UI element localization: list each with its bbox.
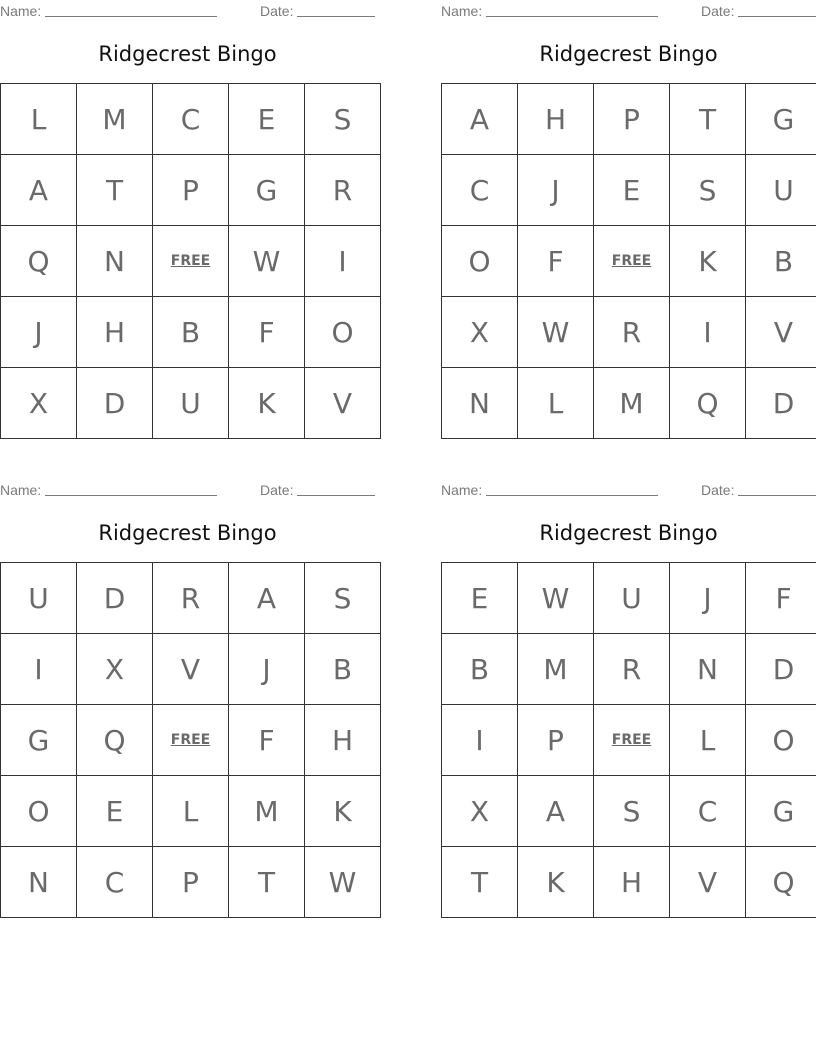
grid-cell: N (670, 634, 746, 705)
grid-cell: D (77, 368, 153, 439)
grid-cell: O (305, 297, 381, 368)
grid-row (1, 563, 381, 634)
grid-cell: C (77, 847, 153, 918)
grid-cell: E (77, 776, 153, 847)
grid-cell: P (153, 155, 229, 226)
grid-cell: J (670, 563, 746, 634)
grid-cell: G (746, 776, 816, 847)
grid-cell: Q (77, 705, 153, 776)
grid-row (1, 297, 381, 368)
grid-cell: L (670, 705, 746, 776)
grid-cell: H (518, 84, 594, 155)
bingo-card-3 (0, 479, 375, 911)
grid-cell: X (442, 776, 518, 847)
grid-cell: F (229, 705, 305, 776)
grid-row (1, 847, 381, 918)
grid-cell: U (153, 368, 229, 439)
grid-cell: W (305, 847, 381, 918)
grid-cell: H (305, 705, 381, 776)
grid-cell: V (153, 634, 229, 705)
grid-cell: Q (746, 847, 816, 918)
grid-cell: E (442, 563, 518, 634)
date-blank-line (738, 495, 816, 496)
grid-cell: R (305, 155, 381, 226)
grid-cell: J (1, 297, 77, 368)
grid-cell: G (746, 84, 816, 155)
card-title: Ridgecrest Bingo (539, 42, 718, 66)
grid-cell: A (229, 563, 305, 634)
name-label: Name: (0, 3, 42, 19)
grid-row (442, 563, 816, 634)
grid-row (1, 705, 381, 776)
card-title: Ridgecrest Bingo (98, 42, 277, 66)
name-blank-line (45, 16, 217, 17)
grid-cell: S (670, 155, 746, 226)
grid-cell: N (77, 226, 153, 297)
bingo-grid (0, 83, 381, 439)
bingo-grid (0, 562, 381, 918)
grid-row (442, 776, 816, 847)
grid-cell: K (518, 847, 594, 918)
free-space-cell: FREE (153, 705, 229, 776)
grid-cell: O (442, 226, 518, 297)
grid-cell: G (229, 155, 305, 226)
grid-row (1, 155, 381, 226)
grid-cell: B (305, 634, 381, 705)
card-header (441, 0, 816, 20)
bingo-grid (441, 83, 816, 439)
bingo-card-2 (441, 0, 816, 432)
date-label: Date: (260, 3, 294, 19)
date-label: Date: (701, 482, 735, 498)
grid-row (442, 705, 816, 776)
grid-cell: R (153, 563, 229, 634)
grid-cell: R (594, 297, 670, 368)
grid-cell: T (442, 847, 518, 918)
grid-cell: O (746, 705, 816, 776)
grid-row (1, 368, 381, 439)
grid-cell: M (594, 368, 670, 439)
grid-row (1, 84, 381, 155)
grid-cell: X (1, 368, 77, 439)
grid-cell: P (594, 84, 670, 155)
name-blank-line (486, 495, 658, 496)
date-blank-line (297, 16, 375, 17)
grid-cell: N (442, 368, 518, 439)
name-blank-line (45, 495, 217, 496)
grid-cell: E (594, 155, 670, 226)
grid-cell: K (670, 226, 746, 297)
card-title: Ridgecrest Bingo (539, 521, 718, 545)
grid-row (1, 776, 381, 847)
grid-cell: N (1, 847, 77, 918)
grid-cell: X (77, 634, 153, 705)
grid-row (1, 634, 381, 705)
grid-cell: M (77, 84, 153, 155)
grid-cell: W (518, 563, 594, 634)
card-header (0, 0, 375, 20)
grid-cell: I (442, 705, 518, 776)
grid-cell: P (518, 705, 594, 776)
grid-cell: U (594, 563, 670, 634)
grid-cell: T (229, 847, 305, 918)
grid-cell: J (229, 634, 305, 705)
date-label: Date: (260, 482, 294, 498)
bingo-card-1 (0, 0, 375, 432)
grid-cell: C (153, 84, 229, 155)
grid-row (1, 226, 381, 297)
grid-cell: P (153, 847, 229, 918)
grid-cell: T (670, 84, 746, 155)
grid-cell: F (229, 297, 305, 368)
grid-cell: S (305, 563, 381, 634)
date-blank-line (738, 16, 816, 17)
grid-cell: I (305, 226, 381, 297)
grid-cell: J (518, 155, 594, 226)
card-title: Ridgecrest Bingo (98, 521, 277, 545)
grid-cell: C (670, 776, 746, 847)
grid-cell: S (305, 84, 381, 155)
bingo-grid (441, 562, 816, 918)
grid-row (442, 226, 816, 297)
name-label: Name: (0, 482, 42, 498)
grid-cell: U (746, 155, 816, 226)
grid-cell: H (594, 847, 670, 918)
bingo-card-4 (441, 479, 816, 911)
grid-cell: M (229, 776, 305, 847)
grid-cell: X (442, 297, 518, 368)
grid-cell: V (670, 847, 746, 918)
grid-cell: K (305, 776, 381, 847)
name-label: Name: (441, 3, 483, 19)
grid-cell: T (77, 155, 153, 226)
grid-cell: K (229, 368, 305, 439)
grid-cell: M (518, 634, 594, 705)
grid-cell: A (518, 776, 594, 847)
grid-cell: C (442, 155, 518, 226)
grid-cell: Q (1, 226, 77, 297)
free-space-cell: FREE (594, 226, 670, 297)
grid-cell: R (594, 634, 670, 705)
grid-cell: V (305, 368, 381, 439)
grid-row (442, 155, 816, 226)
grid-cell: U (1, 563, 77, 634)
grid-cell: A (1, 155, 77, 226)
grid-cell: S (594, 776, 670, 847)
card-header (441, 479, 816, 499)
grid-cell: L (153, 776, 229, 847)
grid-row (442, 634, 816, 705)
grid-cell: O (1, 776, 77, 847)
grid-cell: D (77, 563, 153, 634)
grid-cell: L (518, 368, 594, 439)
free-space-cell: FREE (594, 705, 670, 776)
grid-cell: H (77, 297, 153, 368)
free-space-cell: FREE (153, 226, 229, 297)
grid-row (442, 297, 816, 368)
grid-row (442, 368, 816, 439)
card-header (0, 479, 375, 499)
grid-cell: E (229, 84, 305, 155)
grid-cell: B (153, 297, 229, 368)
name-label: Name: (441, 482, 483, 498)
grid-cell: D (746, 368, 816, 439)
grid-cell: F (746, 563, 816, 634)
grid-cell: B (746, 226, 816, 297)
grid-row (442, 84, 816, 155)
grid-row (442, 847, 816, 918)
grid-cell: L (1, 84, 77, 155)
grid-cell: B (442, 634, 518, 705)
grid-cell: Q (670, 368, 746, 439)
grid-cell: I (670, 297, 746, 368)
grid-cell: F (518, 226, 594, 297)
name-blank-line (486, 16, 658, 17)
grid-cell: V (746, 297, 816, 368)
grid-cell: D (746, 634, 816, 705)
grid-cell: I (1, 634, 77, 705)
grid-cell: G (1, 705, 77, 776)
date-blank-line (297, 495, 375, 496)
grid-cell: W (229, 226, 305, 297)
grid-cell: W (518, 297, 594, 368)
grid-cell: A (442, 84, 518, 155)
date-label: Date: (701, 3, 735, 19)
